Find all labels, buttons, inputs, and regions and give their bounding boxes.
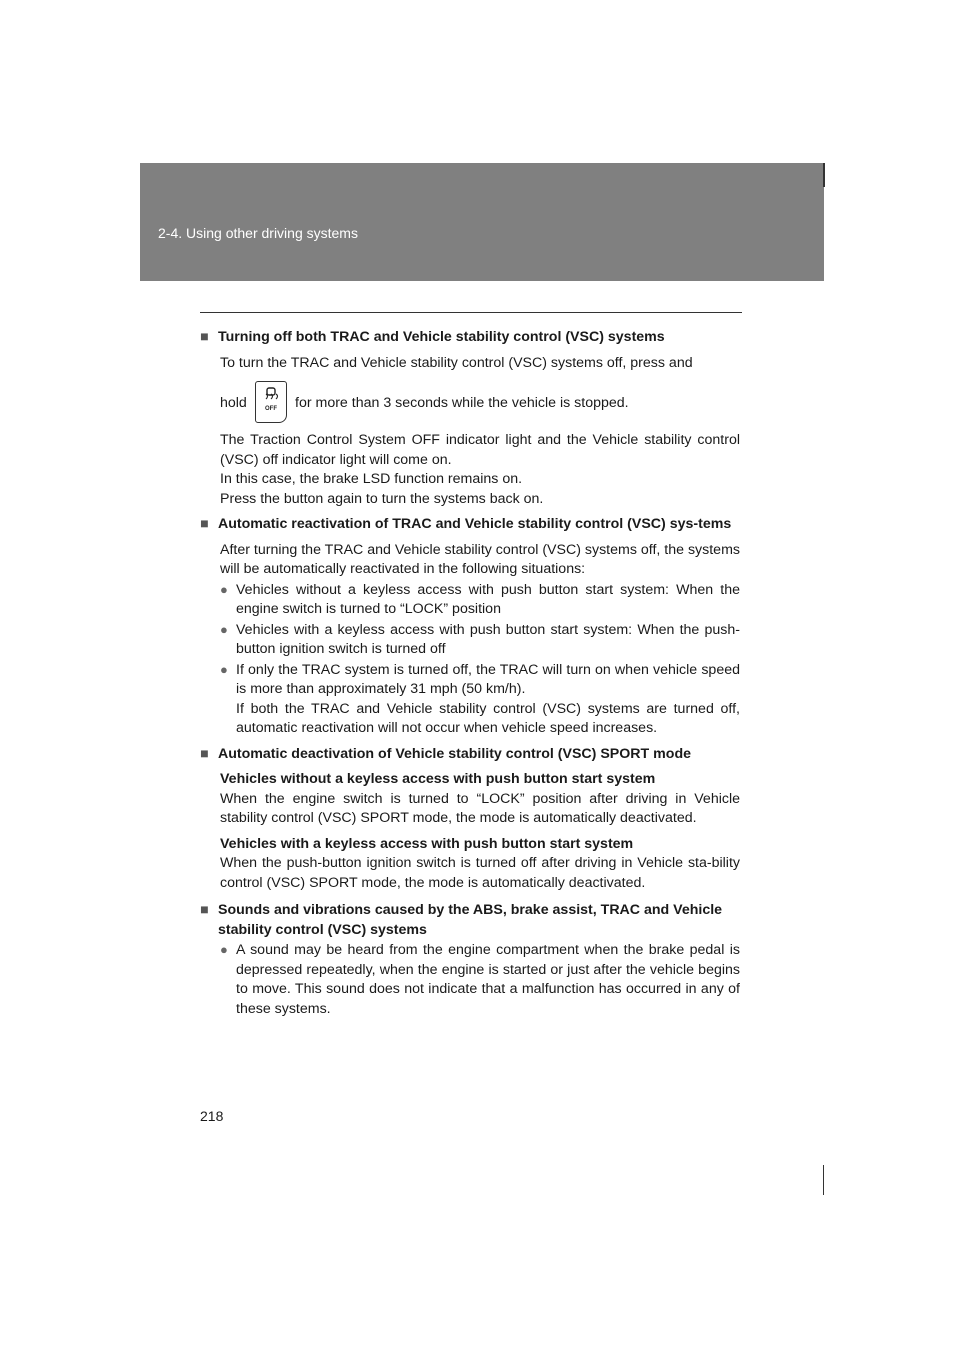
list-item bbox=[200, 660, 740, 700]
square-bullet-icon: ■ bbox=[200, 516, 209, 532]
heading-reactivation bbox=[200, 515, 740, 535]
heading-text: Automatic reactivation of TRAC and Vehicle stability control (VSC) sys-tems bbox=[218, 516, 732, 532]
square-bullet-icon: ■ bbox=[200, 745, 209, 762]
hold-word: hold bbox=[220, 395, 247, 411]
list-item bbox=[200, 940, 740, 1019]
page-content bbox=[200, 328, 740, 1019]
top-rule bbox=[200, 312, 742, 313]
list-item-text: A sound may be heard from the engine compartment when the brake pedal is depressed repeatedly, when the engine is started or just after the vehicle begins to move. This sound does not indicate that a malfunction has occurred in any of these systems. bbox=[236, 942, 740, 1017]
subheading: Vehicles without a keyless access with push button start system bbox=[220, 771, 656, 787]
paragraph: Press the button again to turn the systems back on. bbox=[220, 490, 544, 507]
corner-mark-top bbox=[823, 163, 825, 187]
list-item-text: Vehicles without a keyless access with push button start system: When the engine switch is turned to “LOCK” position bbox=[236, 581, 740, 617]
list-item-text: If only the TRAC system is turned off, the TRAC will turn on when vehicle speed is more than approximately 31 mph (50 km/h). bbox=[236, 661, 740, 697]
header-band bbox=[140, 163, 824, 281]
paragraph: After turning the TRAC and Vehicle stability control (VSC) systems off, the systems will be automatically reactivated in the following situations: bbox=[220, 541, 740, 577]
square-bullet-icon: ■ bbox=[200, 329, 209, 345]
heading-sport-mode bbox=[200, 745, 740, 765]
heading-sounds bbox=[200, 901, 740, 940]
icon-off-label: OFF bbox=[265, 406, 277, 412]
paragraph: When the engine switch is turned to “LOCK” position after driving in Vehicle stability control (VSC) SPORT mode, the mode is automatically deactivated. bbox=[220, 790, 740, 826]
heading-text: Automatic deactivation of Vehicle stability control (VSC) SPORT mode bbox=[218, 745, 691, 762]
section-title: 2-4. Using other driving systems bbox=[158, 225, 358, 241]
circle-bullet-icon: ● bbox=[220, 661, 228, 677]
list-item bbox=[200, 580, 740, 620]
hold-instruction bbox=[200, 381, 740, 425]
list-item-continuation: If both the TRAC and Vehicle stability control (VSC) systems are turned off, automatic reactivation will not occur when vehicle speed increases. bbox=[236, 700, 740, 736]
paragraph: To turn the TRAC and Vehicle stability control (VSC) systems off, press and bbox=[220, 354, 693, 371]
heading-text: Turning off both TRAC and Vehicle stability control (VSC) systems bbox=[218, 329, 665, 345]
list-item bbox=[200, 620, 740, 660]
list-item-text: Vehicles with a keyless access with push button start system: When the push-button ignition switch is turned off bbox=[236, 621, 740, 657]
heading-turning-off bbox=[200, 328, 740, 348]
paragraph: The Traction Control System OFF indicator light and the Vehicle stability control (VSC) off indicator light will come on. bbox=[220, 432, 740, 468]
circle-bullet-icon: ● bbox=[220, 581, 228, 597]
hold-rest: for more than 3 seconds while the vehicle is stopped. bbox=[295, 395, 629, 411]
paragraph: When the push-button ignition switch is turned off after driving in Vehicle sta-bility control (VSC) SPORT mode, the mode is automatically deactivated. bbox=[220, 855, 740, 891]
vsc-off-button-icon bbox=[255, 381, 287, 423]
square-bullet-icon: ■ bbox=[200, 902, 209, 918]
heading-text: Sounds and vibrations caused by the ABS, brake assist, TRAC and Vehicle stability control (VSC) systems bbox=[218, 902, 723, 938]
subheading: Vehicles with a keyless access with push button start system bbox=[220, 835, 634, 852]
circle-bullet-icon: ● bbox=[220, 621, 228, 637]
circle-bullet-icon: ● bbox=[220, 942, 228, 957]
skidding-car-icon bbox=[259, 386, 283, 418]
page-number: 218 bbox=[200, 1108, 224, 1124]
paragraph: In this case, the brake LSD function remains on. bbox=[220, 471, 523, 487]
corner-mark-bottom bbox=[823, 1165, 824, 1195]
